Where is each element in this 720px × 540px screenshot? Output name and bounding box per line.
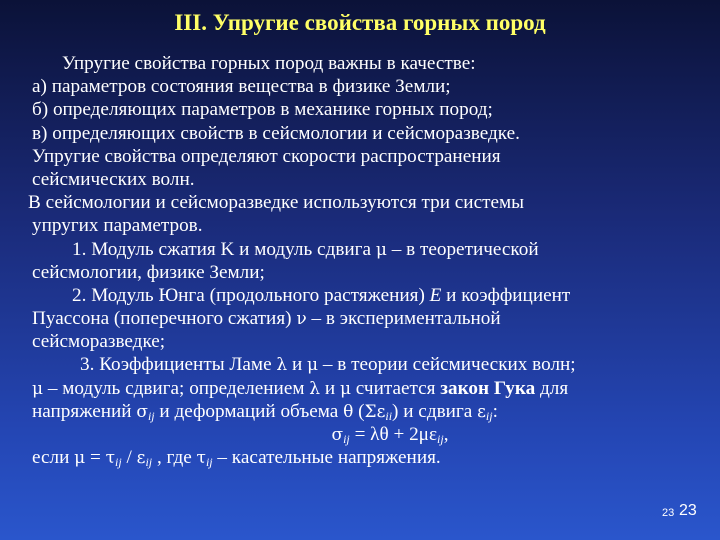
body-line — [32, 307, 708, 330]
body-line: Упругие свойства горных пород важны в качестве: — [62, 53, 476, 74]
body-line: а) параметров состояния вещества в физике Земли; — [32, 76, 451, 98]
text-run: 3. Коэффициенты Ламе — [80, 354, 277, 376]
symbol-theta: θ — [343, 401, 354, 422]
text-run: 2. Модуль Юнга (продольного растяжения) — [72, 284, 430, 306]
symbol-k: K — [220, 238, 235, 260]
text-run: если — [32, 447, 75, 469]
symbol-sigma: σ — [136, 401, 148, 422]
symbol-lambda: λ — [309, 378, 321, 399]
symbol-mu: μ — [74, 448, 86, 469]
symbol-tau: τ — [196, 448, 206, 469]
text-run: , — [443, 424, 449, 445]
symbol-eps: ε — [136, 448, 146, 469]
formula-run: = λθ + 2με — [349, 424, 438, 445]
formula-line — [32, 423, 708, 446]
symbol-sum-eps: Σε — [364, 401, 386, 422]
subscript: ij — [485, 408, 493, 423]
symbol-sigma: σ — [331, 425, 344, 445]
text-run: = — [85, 447, 106, 469]
symbol-mu: μ — [307, 355, 319, 376]
subscript: ij — [147, 408, 155, 423]
symbol-eps: ε — [477, 401, 486, 422]
symbol-nu: ν — [296, 309, 307, 330]
text-run: – модуль сдвига; определением — [43, 377, 310, 399]
text-run: – в экспериментальной — [306, 308, 501, 330]
text-run: / — [121, 447, 137, 469]
subscript: ij — [205, 455, 213, 470]
body-line — [32, 400, 708, 423]
slide-body — [28, 52, 708, 470]
subscript: ij — [145, 455, 153, 470]
symbol-lambda: λ — [276, 355, 288, 376]
text-run: Пуассона (поперечного сжатия) — [32, 308, 297, 330]
body-line — [32, 238, 708, 261]
text-run: для — [535, 377, 569, 399]
text-run: – в теории сейсмических волн; — [318, 354, 576, 376]
body-line: упругих параметров. — [32, 215, 203, 237]
hooke-law-bold: закон Гука — [440, 377, 536, 399]
symbol-mu: μ — [32, 378, 44, 399]
body-line: Упругие свойства определяют скорости распространения — [32, 145, 501, 167]
body-line — [32, 353, 708, 376]
text-run: и деформаций объема — [154, 400, 344, 422]
text-run: – в теоретической — [386, 238, 539, 260]
text-run: – касательные напряжения. — [212, 447, 441, 469]
body-line — [32, 446, 708, 469]
subscript: ii — [385, 408, 393, 423]
text-run: и коэффициент — [441, 284, 571, 306]
text-run: и модуль сдвига — [234, 238, 376, 260]
symbol-mu: μ — [339, 378, 351, 399]
text-run: напряжений — [32, 400, 137, 422]
text-run: 1. Модуль сжатия — [72, 238, 221, 260]
text-run: и — [320, 377, 340, 399]
text-run: считается — [351, 377, 441, 399]
subscript: ij — [343, 432, 350, 446]
text-run: и — [287, 354, 308, 376]
body-line: сейсмологии, физике Земли; — [32, 261, 265, 283]
body-line — [32, 284, 708, 307]
page-number-large: 23 — [679, 502, 697, 519]
body-line: сейсморазведке; — [32, 331, 166, 353]
subscript: ij — [437, 432, 444, 446]
symbol-tau: τ — [105, 448, 116, 469]
subscript: ij — [115, 455, 122, 470]
body-line: В сейсмологии и сейсморазведке используются три системы — [28, 192, 525, 214]
body-line: сейсмических волн. — [32, 168, 195, 190]
body-line: б) определяющих параметров в механике горных пород; — [32, 99, 493, 121]
symbol-e: E — [429, 284, 442, 306]
text-run: , где — [152, 447, 197, 469]
page-number-small: 23 — [662, 507, 675, 519]
text-run: : — [492, 400, 498, 422]
symbol-mu: μ — [375, 239, 387, 260]
slide-title: III. Упругие свойства горных пород — [174, 10, 546, 35]
text-run: ( — [353, 400, 365, 422]
text-run: ) и сдвига — [392, 400, 478, 422]
body-line — [32, 377, 708, 400]
body-line: в) определяющих свойств в сейсмологии и сейсморазведке. — [32, 122, 520, 144]
